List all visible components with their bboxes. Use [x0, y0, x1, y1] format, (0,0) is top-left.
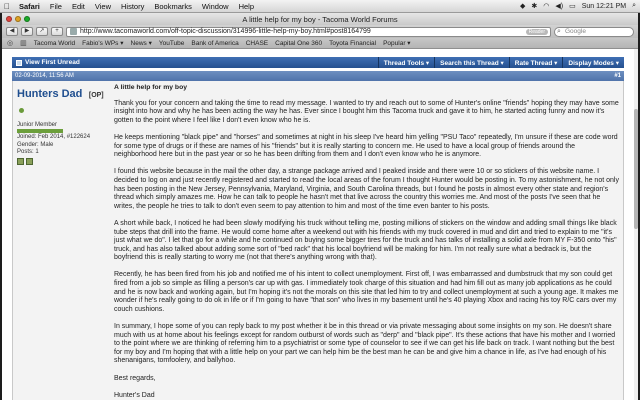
post-paragraph: He keeps mentioning "black pipe" and "horses" and sometimes at night in his sleep I've heard him yelling "PSU Taco" repeatedly, I'm unsure if these are code word for some type of drugs or if these are names of his "friends" but it is really starting to concern me. He used to have a local group of friends around the neighborhood here but in the past year or so he has been drifting from them and I don't even know who he is anymore. — [114, 133, 618, 159]
bookmark-item[interactable]: Toyota Financial — [329, 39, 377, 47]
browser-toolbar — [2, 25, 638, 38]
back-button[interactable]: ◀ — [6, 27, 18, 36]
search-input[interactable] — [554, 27, 634, 37]
post-container — [12, 81, 624, 400]
wifi-icon[interactable]: ◠ — [543, 3, 550, 10]
first-unread-icon — [16, 60, 22, 66]
page-scrollbar[interactable] — [634, 49, 638, 400]
zoom-window-button[interactable] — [24, 16, 30, 22]
bookmark-item[interactable]: Tacoma World — [33, 39, 76, 47]
bookmarks-icon[interactable]: ▥ — [20, 40, 27, 47]
bookmark-item[interactable]: Fabio's WPs ▾ — [82, 40, 124, 47]
bookmark-item[interactable]: Bank of America — [191, 39, 239, 47]
menu-edit[interactable]: Edit — [71, 1, 85, 11]
menu-window[interactable]: Window — [201, 1, 229, 11]
bookmark-item[interactable]: Capital One 360 — [275, 39, 323, 47]
user-joined: Joined: Feb 2014, #122624 — [17, 134, 91, 140]
post-title: A little help for my boy — [114, 84, 188, 91]
op-badge: [OP] — [88, 92, 104, 99]
clock[interactable]: Sun 12:21 PM — [581, 2, 627, 10]
window-title: A little help for my boy - Tacoma World Forums — [242, 14, 398, 24]
user-posts: Posts: 1 — [17, 149, 39, 155]
view-first-unread-link[interactable]: View First Unread — [25, 59, 80, 66]
post-number-link[interactable]: #1 — [614, 73, 621, 79]
forward-button[interactable]: ▶ — [21, 27, 33, 36]
user-gender: Gender: Male — [17, 141, 54, 148]
post-signature: Hunter's Dad — [114, 391, 155, 399]
search-thread-menu[interactable]: Search this Thread ▾ — [434, 57, 509, 68]
reading-list-icon[interactable]: ◎ — [7, 40, 14, 47]
menu-bookmarks[interactable]: Bookmarks — [154, 1, 192, 11]
add-bookmark-button[interactable]: + — [51, 27, 63, 36]
menu-bar — [0, 0, 640, 13]
user-title: Junior Member — [17, 122, 58, 128]
title-bar — [2, 13, 638, 25]
user-info — [17, 84, 109, 165]
scrollbar-thumb[interactable] — [634, 109, 638, 229]
browser-window — [2, 13, 638, 400]
post-content — [114, 84, 619, 400]
user-garage-icon[interactable] — [17, 158, 24, 165]
post-date: 02-09-2014, 11:56 AM — [15, 73, 74, 79]
share-button[interactable]: ↗ — [36, 27, 48, 36]
rate-thread-menu[interactable]: Rate Thread ▾ — [509, 57, 563, 68]
menu-help[interactable]: Help — [238, 1, 254, 11]
site-favicon — [70, 28, 77, 35]
volume-icon[interactable]: ◀) — [555, 3, 564, 10]
bookmarks-bar — [2, 38, 638, 49]
post-paragraph: Recently, he has been fired from his job and notified me of his intent to collect unemployment. First off, I was embarrassed and dumbstruck that my son could get fired from a job so simple as filling a person's car up with gas. I immediately took charge of this situation and had him fill out as many job applications as he could and he is now back and working again, but I'm hoping it's not the morals on this site that led him to try and collect unemployment at such a young age. It makes me wonder if he's really going to do ok in life or if I'm going to have "that son" who lives in my basement until he's 40 playing Xbox and racing his toy R/C cars over my couch cushions. — [114, 271, 619, 313]
post-paragraph: A short while back, I noticed he had been slowly modifying his truck without telling me, posting millions of stickers on the window and adding small things like black tube steps that drill into the frame. He would come home after a weekend out with his friends with my truck covered in mud and dirt and tried to explain to me "it's just what we do". I let that go for a while and he continued on buying some bigger tires for the truck and has talks of installing a solid axle from MY F-350 onto "his" truck, and has also talked about adding some sort of "bed rack" that his local boyfriend will be making for him. I'm not really sure what a bedrack is, but the boyfriend this is really starting to worry me (not that there's anything wrong with that). — [114, 219, 617, 262]
dropbox-icon[interactable]: ◆ — [519, 3, 526, 10]
reputation-bar — [17, 129, 63, 133]
post-paragraph: I found this website because in the mail the other day, a strange package arrived and I peaked inside and there were 10 or so stickers of this website name. I decided to log on and just recently registered and started to read the local areas of the forum I thought Hunter would be posting in. To my astonishment, he not only has been posting in the New Jersey, Pennsylvania, Maryland, Virginia, and South Carolina threads, but I found he posts in almost every other state and region's thread which simply amazes me. How he can talk to people he hasn't met that live across the country this worries me. And most of the posts I've seen that he writes, the people he tries to talk to don't even seem to pay attention to him and most of the time even banter to his posts. — [114, 168, 619, 210]
bookmark-item[interactable]: Popular ▾ — [383, 40, 411, 47]
post-paragraph: In summary, I hope some of you can reply back to my post whether it be in this thread or via private messaging about some insights on my son. He doesn't share much with us at home about his feelings except for random outburst of words such as "derp" and "black pipe". It's these actions that have his mother and I worried to the point where we are thinking of referring him to a psychiatrist or some type of counselor to see if we can get his life back on track. I want nothing but the best for my boy and I'm hoping that with a little help on your part we can help him be the best man he can be and give him a chance in life, as I've had enough of his shenanigans, tomfoolery, and ballyhoo. — [114, 323, 616, 365]
bookmark-item[interactable]: YouTube — [158, 39, 185, 47]
thread-tools-menu[interactable]: Thread Tools ▾ — [378, 57, 434, 68]
menu-safari[interactable]: Safari — [19, 1, 40, 11]
post-signoff: Best regards, — [114, 374, 156, 382]
bookmark-item[interactable]: CHASE — [245, 39, 269, 47]
url-text: http://www.tacomaworld.com/off-topic-discussion/314996-little-help-my-boy.html#post8164799 — [80, 28, 371, 35]
post-paragraph: Thank you for your concern and taking the time to read my message. I wanted to try and reach out to some of Hunter's online "friends" hoping they may have some insight into how and why he has been acting the way he has. Ever since I bought him this Tacoma truck and gave it to him, he started acting funny and now it's gotten to the point where I feel like I don't even know who he is. — [114, 99, 619, 124]
username-link[interactable]: Hunters Dad — [17, 88, 83, 100]
menu-history[interactable]: History — [121, 1, 145, 11]
search-icon: ⌕ — [557, 27, 561, 35]
display-modes-menu[interactable]: Display Modes ▾ — [562, 57, 624, 68]
menu-file[interactable]: File — [49, 1, 62, 11]
post-header — [12, 71, 624, 81]
web-page — [2, 49, 634, 400]
spotlight-icon[interactable]: ⌕ — [632, 2, 636, 9]
search-placeholder: Google — [565, 27, 586, 35]
online-status-icon — [19, 108, 24, 113]
address-bar[interactable] — [66, 27, 551, 37]
close-window-button[interactable] — [6, 16, 12, 22]
user-album-icon[interactable] — [26, 158, 33, 165]
bookmark-item[interactable]: News ▾ — [130, 40, 152, 47]
minimize-window-button[interactable] — [15, 16, 21, 22]
thread-tools-bar — [12, 57, 624, 68]
reader-button[interactable]: Reader — [526, 29, 548, 35]
menu-view[interactable]: View — [94, 1, 112, 11]
battery-icon[interactable]: ▭ — [569, 3, 576, 10]
apple-menu-icon[interactable] — [0, 2, 14, 11]
bluetooth-icon[interactable]: ✱ — [531, 3, 538, 10]
